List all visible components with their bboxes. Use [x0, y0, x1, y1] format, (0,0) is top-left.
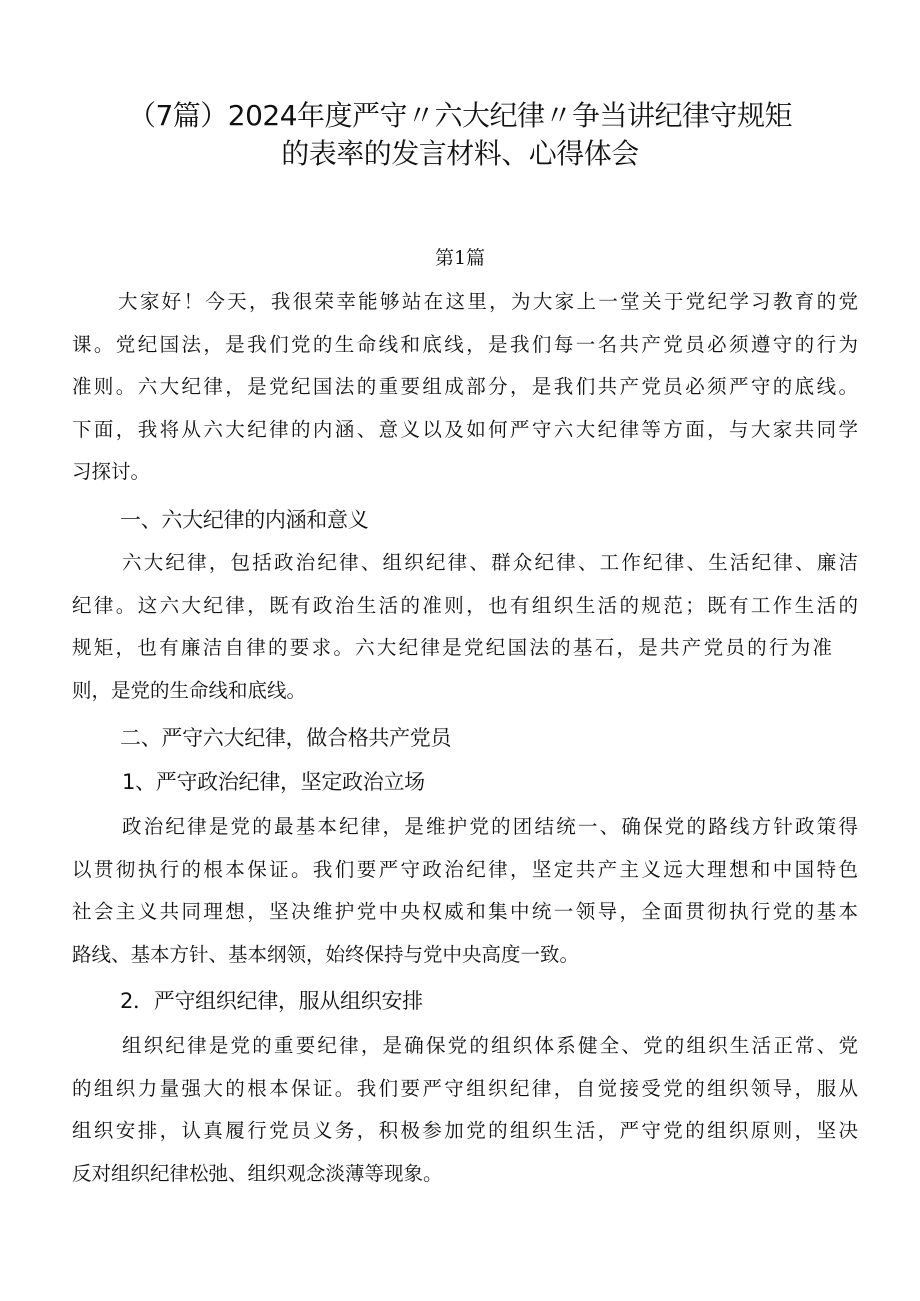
- paragraph-4-line-3: 组织安排，认真履行党员义务，积极参加党的组织生活，严守党的组织原则，坚决: [72, 1119, 858, 1142]
- document-title-line-1: （7篇）2024年度严守〃六大纪律〃争当讲纪律守规矩: [127, 99, 793, 132]
- subsection-heading-1: 1、严守政治纪律，坚定政治立场: [122, 770, 425, 794]
- paragraph-2-line-4: 则，是党的生命线和底线。: [72, 679, 307, 702]
- paragraph-1-line-2: 课。党纪国法，是我们党的生命线和底线，是我们每一名共产党员必须遵守的行为: [72, 333, 858, 356]
- subsection-heading-2: 2．严守组织纪律，服从组织安排: [120, 989, 423, 1013]
- chapter-label: 第1篇: [434, 247, 486, 269]
- paragraph-3-line-1: 政治纪律是党的最基本纪律，是维护党的团结统一、确保党的路线方针政策得: [122, 815, 858, 838]
- paragraph-1-line-5: 习探讨。: [72, 460, 151, 483]
- document-title-line-2: 的表率的发言材料、心得体会: [281, 137, 639, 170]
- paragraph-3-line-4: 路线、基本方针、基本纲领，始终保持与党中央高度一致。: [72, 943, 580, 966]
- paragraph-1-line-1: 大家好！今天，我很荣幸能够站在这里，为大家上一堂关于党纪学习教育的党: [118, 290, 858, 313]
- paragraph-2-line-3: 规矩，也有廉洁自律的要求。六大纪律是党纪国法的基石，是共产党员的行为准: [72, 636, 832, 659]
- paragraph-3-line-3: 社会主义共同理想，坚决维护党中央权威和集中统一领导，全面贯彻执行党的基本: [72, 900, 858, 923]
- section-heading-2: 二、严守六大纪律，做合格共产党员: [120, 726, 452, 750]
- paragraph-4-line-1: 组织纪律是党的重要纪律，是确保党的组织体系健全、党的组织生活正常、党: [122, 1034, 858, 1057]
- paragraph-1-line-4: 下面，我将从六大纪律的内涵、意义以及如何严守六大纪律等方面，与大家共同学: [72, 418, 858, 441]
- paragraph-4-line-4: 反对组织纪律松弛、组织观念淡薄等现象。: [72, 1162, 443, 1185]
- paragraph-2-line-2: 纪律。这六大纪律，既有政治生活的准则，也有组织生活的规范；既有工作生活的: [72, 594, 858, 617]
- paragraph-3-line-2: 以贯彻执行的根本保证。我们要严守政治纪律，坚定共产主义远大理想和中国特色: [72, 858, 858, 881]
- section-heading-1: 一、六大纪律的内涵和意义: [120, 508, 369, 532]
- paragraph-1-line-3: 准则。六大纪律，是党纪国法的重要组成部分，是我们共产党员必须严守的底线。: [72, 375, 858, 398]
- paragraph-4-line-2: 的组织力量强大的根本保证。我们要严守组织纪律，自觉接受党的组织领导，服从: [72, 1077, 858, 1100]
- paragraph-2-line-1: 六大纪律，包括政治纪律、组织纪律、群众纪律、工作纪律、生活纪律、廉洁: [122, 551, 858, 574]
